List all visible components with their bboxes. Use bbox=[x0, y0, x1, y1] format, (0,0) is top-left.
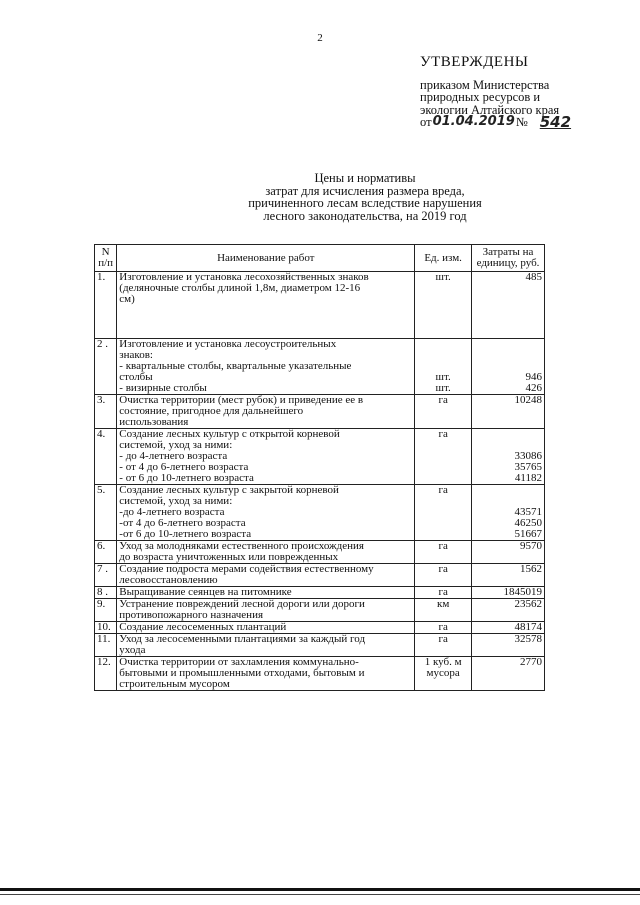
unit-line bbox=[417, 645, 469, 656]
title-line: лесного законодательства, на 2019 год bbox=[263, 208, 467, 223]
unit-line: 1 куб. м bbox=[424, 656, 462, 668]
table-row bbox=[95, 634, 545, 657]
number-label: № bbox=[515, 115, 528, 129]
cost-line bbox=[474, 645, 542, 656]
unit-line bbox=[417, 552, 469, 563]
cost-line bbox=[474, 294, 542, 305]
header-cost: Затраты на единицу, руб. bbox=[472, 245, 545, 272]
table-row bbox=[95, 587, 545, 599]
table-row bbox=[95, 429, 545, 485]
unit-line: га bbox=[438, 563, 448, 575]
work-name-line: до возраста уничтоженных или поврежденных bbox=[119, 551, 339, 563]
unit-line bbox=[417, 507, 469, 518]
row-number: 12. bbox=[95, 657, 117, 691]
approval-heading: УТВЕРЖДЕНЫ bbox=[420, 54, 529, 70]
header-unit: Ед. изм. bbox=[415, 245, 472, 272]
row-number: 4. bbox=[95, 429, 117, 485]
work-name-line: - квартальные столбы, квартальные указательные bbox=[119, 360, 352, 372]
work-name bbox=[117, 564, 415, 587]
cost-line: 946 bbox=[525, 371, 542, 383]
cost-line: 48174 bbox=[514, 621, 542, 633]
unit-line bbox=[417, 406, 469, 417]
work-name-line: бытовыми и промышленными отходами, бытовым и bbox=[119, 667, 365, 679]
unit bbox=[415, 564, 472, 587]
cost-line bbox=[474, 339, 542, 350]
unit bbox=[415, 541, 472, 564]
unit-line bbox=[417, 316, 469, 327]
unit-line bbox=[417, 679, 469, 690]
row-number: 10. bbox=[95, 622, 117, 634]
work-name-line bbox=[119, 305, 412, 316]
cost-line bbox=[474, 327, 542, 338]
work-name-line: столбы bbox=[119, 371, 153, 383]
unit bbox=[415, 272, 472, 339]
unit-line bbox=[417, 462, 469, 473]
work-name-line: использования bbox=[119, 416, 189, 428]
unit-line bbox=[417, 440, 469, 451]
table-row bbox=[95, 485, 545, 541]
unit-line bbox=[417, 294, 469, 305]
cost-line bbox=[474, 406, 542, 417]
table-row bbox=[95, 339, 545, 395]
unit-line bbox=[417, 518, 469, 529]
unit-line: га bbox=[438, 428, 448, 440]
cost-line bbox=[474, 610, 542, 621]
unit-line: шт. bbox=[435, 382, 451, 394]
work-name-line: - визирные столбы bbox=[119, 382, 207, 394]
unit bbox=[415, 339, 472, 395]
cost-line bbox=[474, 305, 542, 316]
cost-line: 33086 bbox=[514, 450, 542, 462]
cost-line: 1845019 bbox=[503, 586, 542, 598]
row-number: 2 . bbox=[95, 339, 117, 395]
cost-line: 426 bbox=[525, 382, 542, 394]
unit-line bbox=[417, 339, 469, 350]
row-number: 8 . bbox=[95, 587, 117, 599]
work-name-line: Создание лесных культур с открытой корневой bbox=[119, 428, 340, 440]
work-name-line: Создание лесосеменных плантаций bbox=[119, 621, 287, 633]
work-name-line: Изготовление и установка лесохозяйственных знаков bbox=[119, 271, 369, 283]
unit-line bbox=[417, 529, 469, 540]
unit-line: га bbox=[438, 540, 448, 552]
unit-line: га bbox=[438, 633, 448, 645]
unit bbox=[415, 622, 472, 634]
work-name-line: состояние, пригодное для дальнейшего bbox=[119, 405, 304, 417]
work-name-line: Устранение повреждений лесной дороги или дороги bbox=[119, 598, 365, 610]
row-number: 1. bbox=[95, 272, 117, 339]
unit-line bbox=[417, 417, 469, 428]
cost-line bbox=[474, 485, 542, 496]
work-name bbox=[117, 657, 415, 691]
unit-line: га bbox=[438, 621, 448, 633]
unit bbox=[415, 599, 472, 622]
cost-line bbox=[474, 283, 542, 294]
unit bbox=[415, 634, 472, 657]
scan-edge bbox=[0, 894, 640, 895]
order-date-number bbox=[420, 113, 572, 131]
cost bbox=[472, 657, 545, 691]
work-name-line: Очистка территории от захламления коммунально- bbox=[119, 656, 359, 668]
title-line: причиненного лесам вследствие нарушения bbox=[248, 196, 482, 210]
title-line: Цены и нормативы bbox=[314, 171, 416, 185]
row-number: 7 . bbox=[95, 564, 117, 587]
cost-line bbox=[474, 552, 542, 563]
table-header-row bbox=[95, 245, 545, 272]
cost bbox=[472, 272, 545, 339]
unit-line: га bbox=[438, 586, 448, 598]
unit bbox=[415, 485, 472, 541]
unit-line bbox=[417, 496, 469, 507]
work-name bbox=[117, 485, 415, 541]
header-name: Наименование работ bbox=[117, 245, 415, 272]
work-name bbox=[117, 587, 415, 599]
cost-line bbox=[474, 417, 542, 428]
work-name-line: Изготовление и установка лесоустроительных bbox=[119, 338, 337, 350]
row-number: 3. bbox=[95, 395, 117, 429]
unit bbox=[415, 657, 472, 691]
approval-line: приказом Министерства bbox=[420, 77, 550, 92]
unit bbox=[415, 587, 472, 599]
cost-line: 23562 bbox=[514, 598, 542, 610]
cost-line: 485 bbox=[525, 271, 542, 283]
costs-table bbox=[94, 244, 545, 691]
work-name-line: см) bbox=[119, 293, 135, 305]
unit-line: км bbox=[436, 598, 450, 610]
work-name-line: Выращивание сеянцев на питомнике bbox=[119, 586, 292, 598]
row-number: 9. bbox=[95, 599, 117, 622]
work-name bbox=[117, 339, 415, 395]
work-name-line: -от 4 до 6-летнего возраста bbox=[119, 517, 246, 529]
work-name-line: Уход за лесосеменными плантациями за каждый год bbox=[119, 633, 366, 645]
document-title bbox=[150, 172, 580, 222]
work-name-line: строительным мусором bbox=[119, 678, 230, 690]
unit-line bbox=[417, 451, 469, 462]
work-name-line bbox=[119, 316, 412, 327]
work-name bbox=[117, 634, 415, 657]
cost bbox=[472, 541, 545, 564]
work-name bbox=[117, 622, 415, 634]
work-name-line: Создание подроста мерами содействия естественному bbox=[119, 563, 374, 575]
header-number: N п/п bbox=[95, 245, 117, 272]
unit-line bbox=[417, 305, 469, 316]
cost-line: 1562 bbox=[520, 563, 542, 575]
row-number: 6. bbox=[95, 541, 117, 564]
unit-line: мусора bbox=[426, 667, 460, 679]
unit bbox=[415, 429, 472, 485]
handwritten-date: 01.04.2019 bbox=[432, 114, 515, 129]
cost-line bbox=[474, 316, 542, 327]
table-row bbox=[95, 395, 545, 429]
work-name-line: системой, уход за ними: bbox=[119, 439, 233, 451]
work-name-line: Создание лесных культур с закрытой корневой bbox=[119, 484, 339, 496]
cost-line: 32578 bbox=[514, 633, 542, 645]
unit-line: шт. bbox=[435, 271, 451, 283]
cost bbox=[472, 339, 545, 395]
cost-line: 9570 bbox=[520, 540, 542, 552]
table-row bbox=[95, 541, 545, 564]
work-name-line: Очистка территории (мест рубок) и приведение ее в bbox=[119, 394, 364, 406]
work-name-line bbox=[119, 327, 412, 338]
cost-line: 46250 bbox=[514, 517, 542, 529]
work-name bbox=[117, 395, 415, 429]
work-name bbox=[117, 272, 415, 339]
cost bbox=[472, 485, 545, 541]
table-row bbox=[95, 657, 545, 691]
cost bbox=[472, 395, 545, 429]
cost-line: 41182 bbox=[514, 472, 542, 484]
work-name bbox=[117, 541, 415, 564]
work-name-line: - от 4 до 6-летнего возраста bbox=[119, 461, 249, 473]
work-name bbox=[117, 599, 415, 622]
cost-line bbox=[474, 350, 542, 361]
work-name-line: знаков: bbox=[119, 349, 153, 361]
work-name-line: системой, уход за ними: bbox=[119, 495, 233, 507]
work-name-line: Уход за молодняками естественного происхождения bbox=[119, 540, 364, 552]
work-name-line: ухода bbox=[119, 644, 146, 656]
approval-line: экологии Алтайского края bbox=[420, 102, 560, 117]
unit-line bbox=[417, 575, 469, 586]
table-row bbox=[95, 599, 545, 622]
work-name bbox=[117, 429, 415, 485]
work-name-line: лесовосстановлению bbox=[119, 574, 218, 586]
cost-line bbox=[474, 575, 542, 586]
cost-line bbox=[474, 679, 542, 690]
unit-line: га bbox=[438, 484, 448, 496]
unit-line: шт. bbox=[435, 371, 451, 383]
cost-line bbox=[474, 429, 542, 440]
work-name-line: -до 4-летнего возраста bbox=[119, 506, 225, 518]
cost-line bbox=[474, 668, 542, 679]
cost-line: 43571 bbox=[514, 506, 542, 518]
table-row bbox=[95, 622, 545, 634]
table-row bbox=[95, 564, 545, 587]
unit bbox=[415, 395, 472, 429]
cost bbox=[472, 634, 545, 657]
from-label: от bbox=[420, 115, 432, 129]
work-name-line: противопожарного назначения bbox=[119, 609, 264, 621]
table-row bbox=[95, 272, 545, 339]
unit-line bbox=[417, 283, 469, 294]
cost bbox=[472, 599, 545, 622]
unit-line bbox=[417, 327, 469, 338]
work-name-line: -от 6 до 10-летнего возраста bbox=[119, 528, 252, 540]
title-line: затрат для исчисления размера вреда, bbox=[265, 183, 465, 198]
handwritten-number: 542 bbox=[539, 113, 572, 131]
work-name-line: - до 4-летнего возраста bbox=[119, 450, 228, 462]
unit-line bbox=[417, 350, 469, 361]
work-name-line: (деляночные столбы длиной 1,8м, диаметром 12-16 bbox=[119, 282, 361, 294]
cost-line: 51667 bbox=[514, 528, 542, 540]
row-number: 5. bbox=[95, 485, 117, 541]
cost bbox=[472, 587, 545, 599]
scan-edge bbox=[0, 888, 640, 891]
approval-line: природных ресурсов и bbox=[420, 90, 541, 104]
row-number: 11. bbox=[95, 634, 117, 657]
approval-block bbox=[420, 56, 571, 129]
cost-line: 10248 bbox=[514, 394, 542, 406]
cost bbox=[472, 429, 545, 485]
work-name-line: - от 6 до 10-летнего возраста bbox=[119, 472, 254, 484]
cost bbox=[472, 622, 545, 634]
page-number: 2 bbox=[317, 32, 323, 44]
cost-line: 35765 bbox=[514, 461, 542, 473]
cost bbox=[472, 564, 545, 587]
cost-line: 2770 bbox=[520, 656, 542, 668]
unit-line bbox=[417, 473, 469, 484]
unit-line: га bbox=[438, 394, 448, 406]
unit-line bbox=[417, 610, 469, 621]
